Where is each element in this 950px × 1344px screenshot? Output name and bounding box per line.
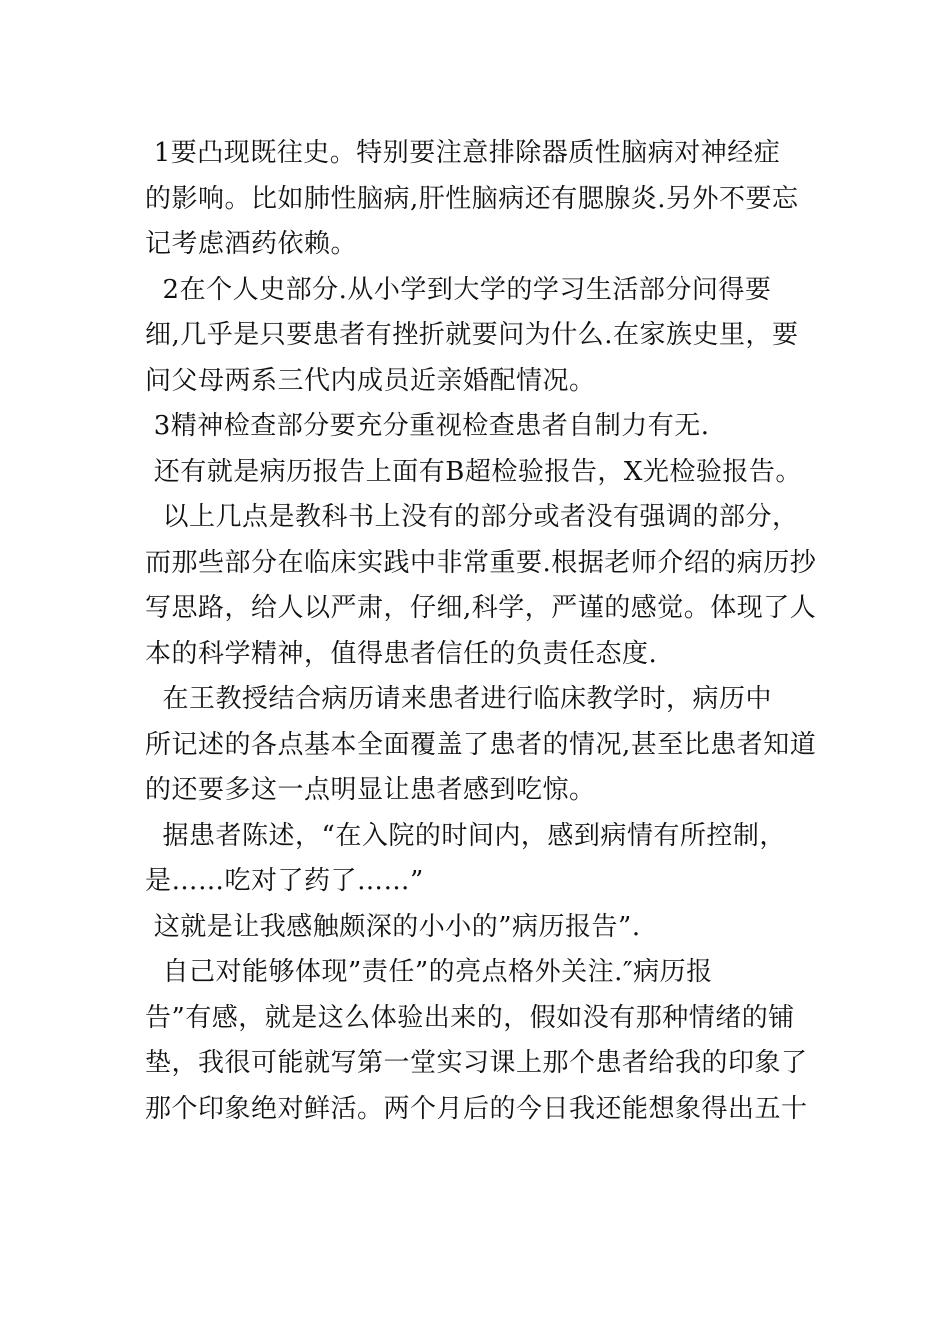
text-line: 是……吃对了药了……”	[145, 866, 424, 896]
paragraph-9	[145, 950, 825, 1132]
text-line: 垫，我很可能就写第一堂实习课上那个患者给我的印象了	[145, 1048, 808, 1078]
text-line: 本的科学精神，值得患者信任的负责任态度.	[145, 638, 658, 669]
text-line: 记考虑酒药依赖。	[145, 229, 358, 259]
paragraph-7	[145, 814, 825, 905]
text-line: 以上几点是教科书上没有的部分或者没有强调的部分，	[145, 502, 799, 532]
text-line: 写思路，给人以严肃，仔细,科学，严谨的感觉。体现了人	[145, 593, 817, 623]
text-line: 这就是让我感触颇深的小小的”病历报告”.	[145, 911, 641, 942]
paragraph-6	[145, 677, 825, 814]
paragraph-3	[145, 404, 825, 450]
text-line: 细,几乎是只要患者有挫折就要问为什么.在家族史里，要	[145, 320, 799, 350]
document-body	[145, 131, 825, 1132]
paragraph-1	[145, 131, 825, 268]
text-line: 告”有感，就是这么体验出来的，假如没有那种情绪的铺	[145, 1002, 795, 1033]
text-line: 的影响。比如肺性脑病,肝性脑病还有腮腺炎.另外不要忘	[145, 183, 799, 214]
paragraph-2	[145, 268, 825, 405]
text-line: 那个印象绝对鲜活。两个月后的今日我还能想象得出五十	[145, 1093, 808, 1124]
text-line: 所记述的各点基本全面覆盖了患者的情况,甚至比患者知道	[145, 729, 817, 760]
text-line: 3精神检查部分要充分重视检查患者自制力有无.	[145, 411, 710, 441]
text-line: 而那些部分在临床实践中非常重要.根据老师介绍的病历抄	[145, 547, 817, 578]
text-line: 还有就是病历报告上面有B超检验报告，X光检验报告。	[145, 456, 802, 487]
paragraph-4	[145, 450, 825, 496]
text-line: 问父母两系三代内成员近亲婚配情况。	[145, 365, 596, 396]
text-line: 1要凸现既往史。特别要注意排除器质性脑病对神经症	[145, 138, 781, 168]
text-line: 的还要多这一点明显让患者感到吃惊。	[145, 775, 596, 805]
text-line: 在王教授结合病历请来患者进行临床教学时，病历中	[145, 684, 773, 714]
paragraph-5	[145, 495, 825, 677]
text-line: 自己对能够体现”责任”的亮点格外关注.″病历报	[145, 957, 713, 987]
text-line: 据患者陈述，“在入院的时间内，感到病情有所控制，	[145, 820, 786, 851]
paragraph-8	[145, 905, 825, 951]
text-line: 2在个人史部分.从小学到大学的学习生活部分问得要	[145, 274, 772, 305]
